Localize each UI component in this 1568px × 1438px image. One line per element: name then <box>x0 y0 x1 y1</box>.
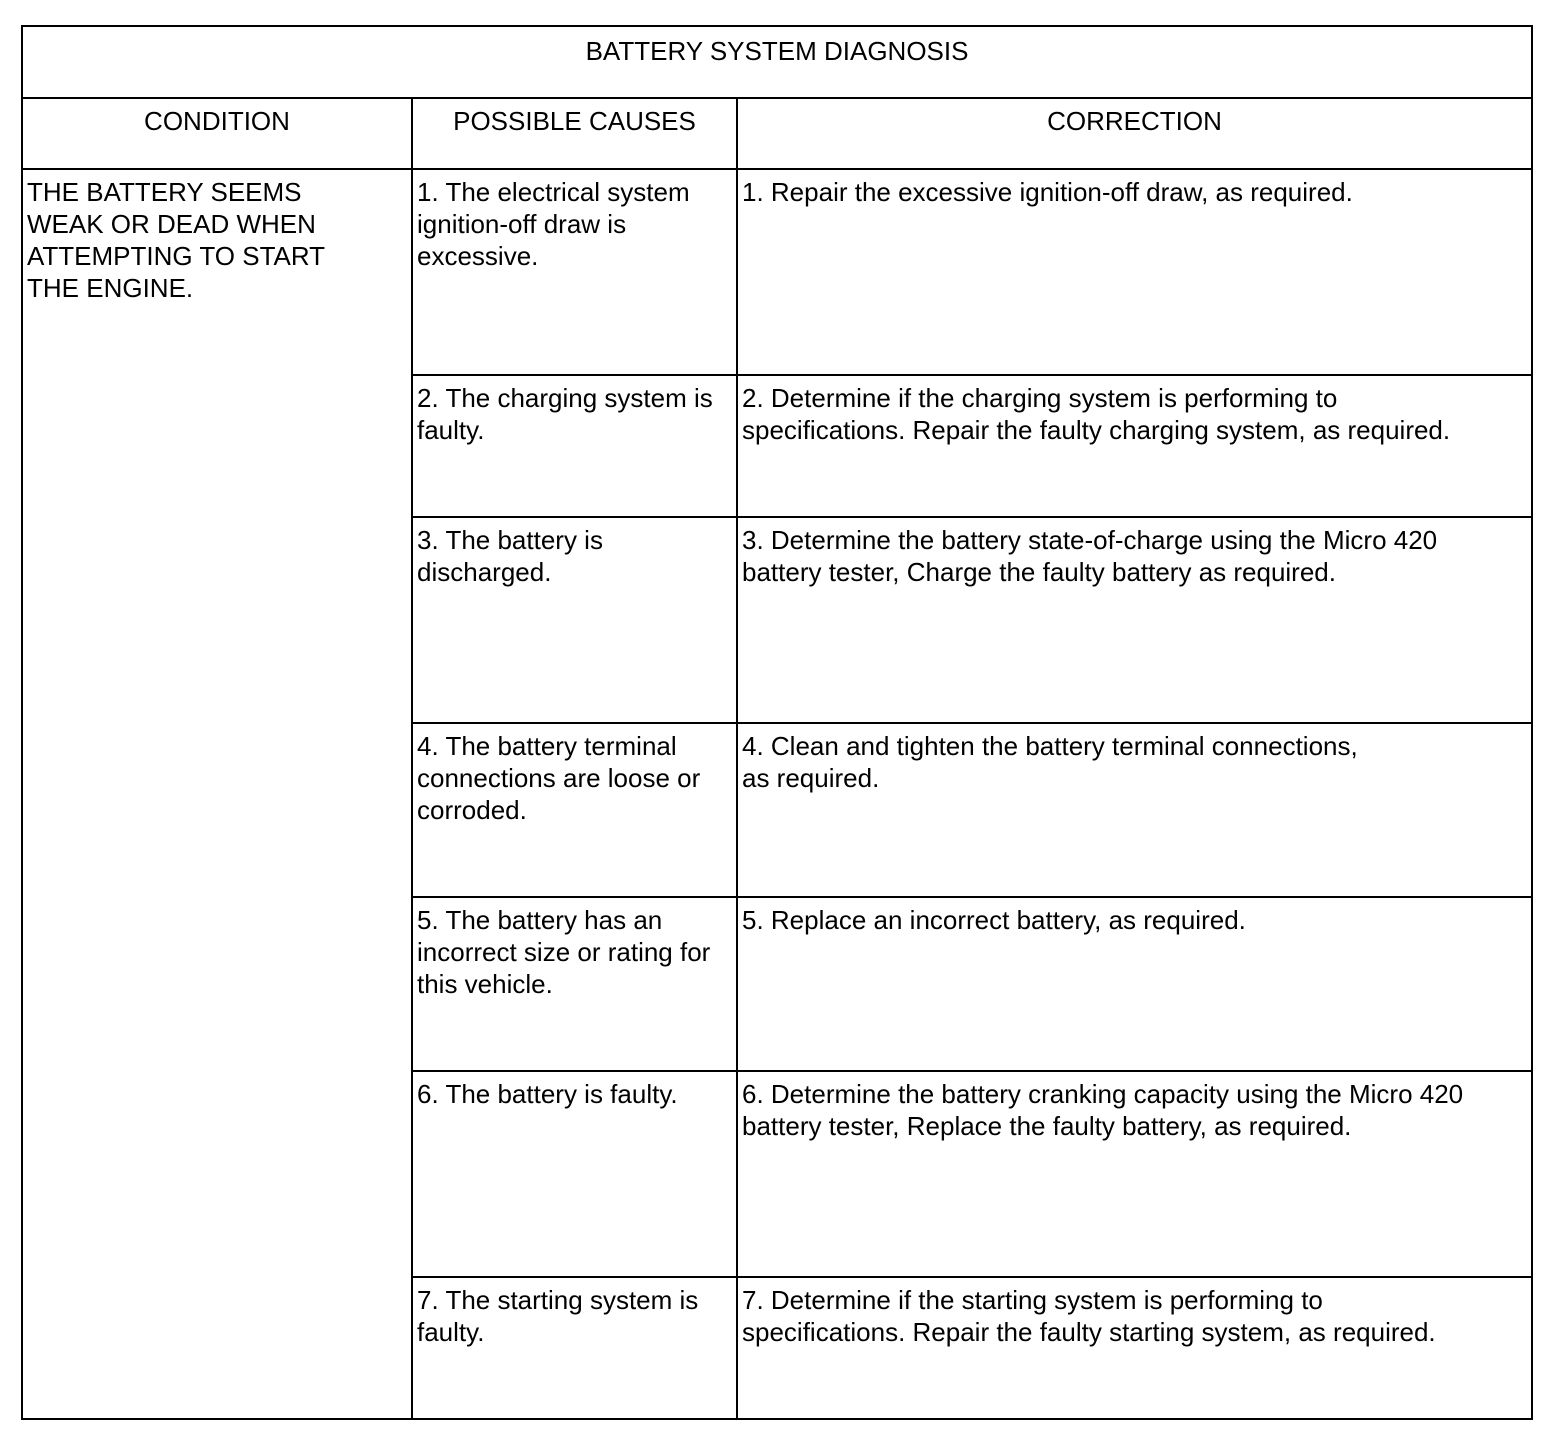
header-condition: CONDITION <box>22 98 412 169</box>
header-possible-causes: POSSIBLE CAUSES <box>412 98 737 169</box>
header-row <box>22 98 1532 169</box>
cause-cell: 4. The battery terminal connections are loose or corroded. <box>412 723 737 897</box>
cause-cell: 1. The electrical system ignition-off draw is excessive. <box>412 169 737 375</box>
cause-cell: 5. The battery has an incorrect size or rating for this vehicle. <box>412 897 737 1071</box>
cause-cell: 7. The starting system is faulty. <box>412 1277 737 1419</box>
correction-cell: 5. Replace an incorrect battery, as required. <box>737 897 1532 1071</box>
cause-cell: 2. The charging system is faulty. <box>412 375 737 517</box>
condition-cell: THE BATTERY SEEMS WEAK OR DEAD WHEN ATTEMPTING TO START THE ENGINE. <box>22 169 412 1419</box>
battery-diagnosis-table <box>21 25 1533 1420</box>
correction-cell: 2. Determine if the charging system is performing to specifications. Repair the faulty charging system, as required. <box>737 375 1532 517</box>
correction-cell: 4. Clean and tighten the battery terminal connections, as required. <box>737 723 1532 897</box>
table-row <box>22 169 1532 375</box>
table-title: BATTERY SYSTEM DIAGNOSIS <box>22 26 1532 98</box>
correction-cell: 7. Determine if the starting system is performing to specifications. Repair the faulty starting system, as required. <box>737 1277 1532 1419</box>
cause-cell: 6. The battery is faulty. <box>412 1071 737 1277</box>
correction-cell: 6. Determine the battery cranking capacity using the Micro 420 battery tester, Replace the faulty battery, as required. <box>737 1071 1532 1277</box>
correction-cell: 1. Repair the excessive ignition-off draw, as required. <box>737 169 1532 375</box>
correction-cell: 3. Determine the battery state-of-charge using the Micro 420 battery tester, Charge the faulty battery as required. <box>737 517 1532 723</box>
cause-cell: 3. The battery is discharged. <box>412 517 737 723</box>
header-correction: CORRECTION <box>737 98 1532 169</box>
title-row <box>22 26 1532 98</box>
